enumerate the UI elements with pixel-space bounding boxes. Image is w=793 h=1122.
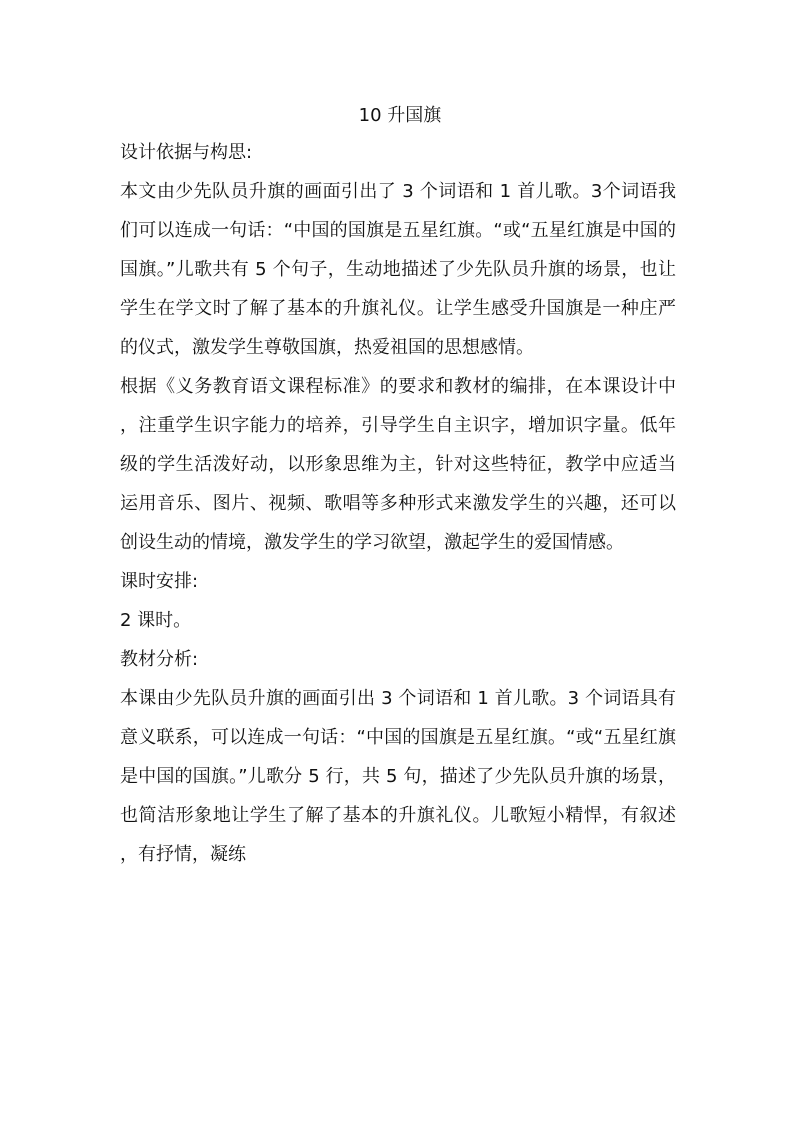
paragraph-schedule: 2 课时。 xyxy=(120,610,192,631)
document-title: 10 升国旗 xyxy=(358,105,442,126)
section-heading-schedule: 课时安排: xyxy=(120,571,199,592)
paragraph-design-basis: 根据《义务教育语文课程标准》的要求和教材的编排，在本课设计中，注重学生识字能力的培养，引导学生自主识字，增加识字量。低年级的学生活泼好动，以形象思维为主，针对这些特征，教学中应适当运用音乐、图片、视频、歌唱等多种形式来激发学生的兴趣，还可以创设生动的情境，激发学生的学习欲望，激起学生的爱国情感。 xyxy=(120,376,676,553)
paragraph-analysis: 本课由少先队员升旗的画面引出 3 个词语和 1 首儿歌。3 个词语具有意义联系，可以连成一句话：“中国的国旗是五星红旗。“或“五星红旗是中国的国旗。”儿歌分 5 行，共 5 句，描述了少先队员升旗的场景，也简洁形象地让学生了解了基本的升旗礼仪。儿歌短小精悍，有叙述，有抒情，凝练 xyxy=(120,688,676,865)
paragraph-design-text: 本文由少先队员升旗的画面引出了 3 个词语和 1 首儿歌。3个词语我们可以连成一句话：“中国的国旗是五星红旗。“或“五星红旗是中国的国旗。”儿歌共有 5 个句子，生动地描述了少先队员升旗的场景，也让学生在学文时了解了基本的升旗礼仪。让学生感受升国旗是一种庄严的仪式，激发学生尊敬国旗，热爱祖国的思想感情。 xyxy=(120,181,676,358)
section-heading-analysis: 教材分析: xyxy=(120,649,199,670)
document-body xyxy=(120,101,676,874)
section-heading-design: 设计依据与构思: xyxy=(120,142,253,163)
